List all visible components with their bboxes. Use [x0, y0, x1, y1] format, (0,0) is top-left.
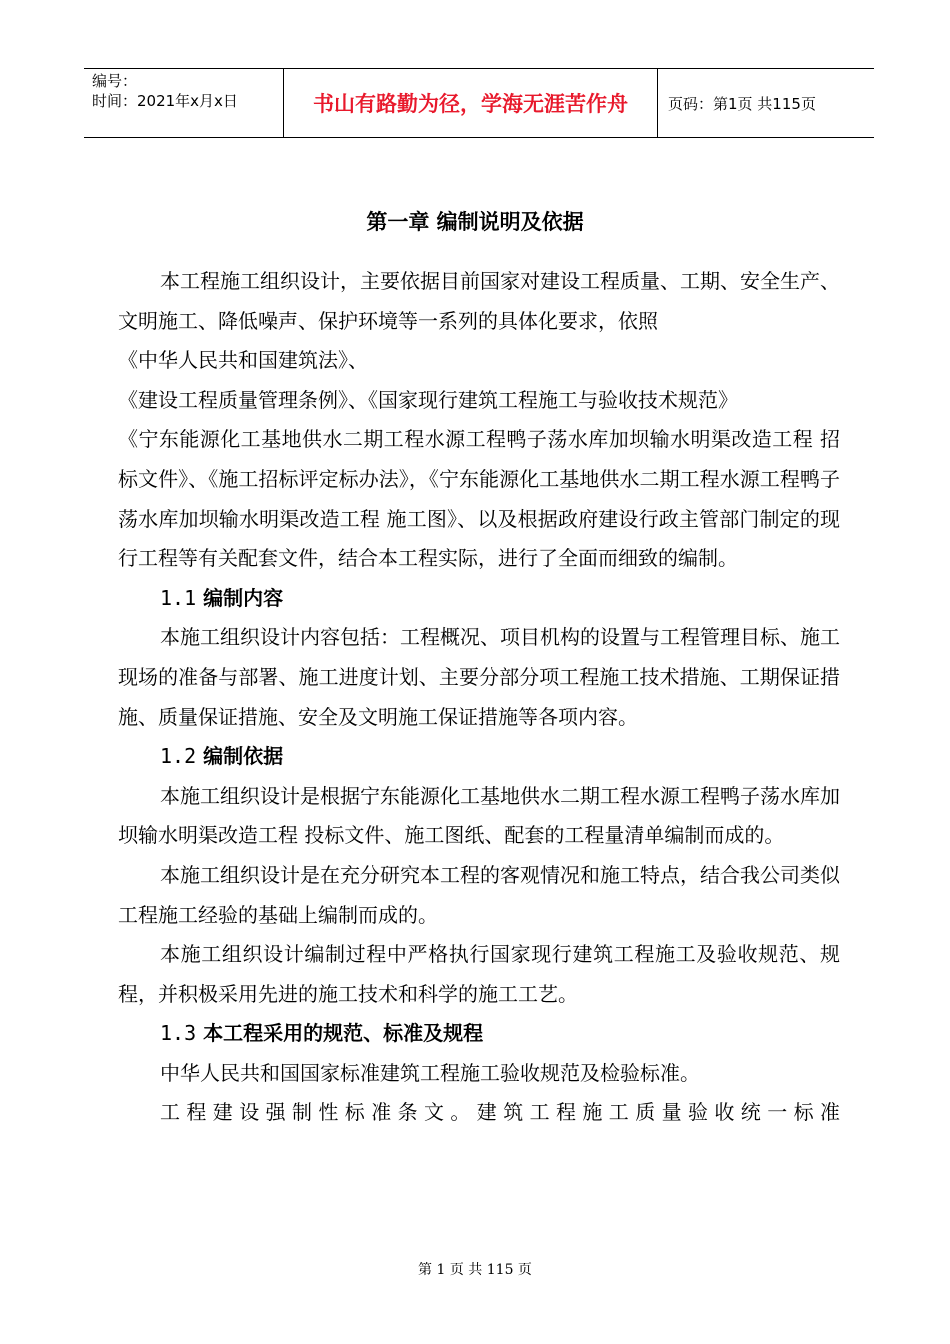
intro-paragraph: 本工程施工组织设计，主要依据目前国家对建设工程质量、工期、安全生产、文明施工、降低噪声、保护环境等一系列的具体化要求，依照 — [118, 269, 840, 333]
section-1-2-paragraph-1: 本施工组织设计是根据宁东能源化工基地供水二期工程水源工程鸭子荡水库加坝输水明渠改造工程 投标文件、施工图纸、配套的工程量清单编制而成的。 — [118, 783, 840, 848]
intro-basis-paragraph: 《宁东能源化工基地供水二期工程水源工程鸭子荡水库加坝输水明渠改造工程 招标文件》、《施工招标评定标办法》，《宁东能源化工基地供水二期工程水源工程鸭子荡水库加坝输水明渠改造工程 施工图》、以及根据政府建设行政主管部门制定的现行工程等有关配套文件，结合本工程实际，进行了全面而细致的编制。 — [118, 427, 840, 571]
chapter-title: 第一章 编制说明及依据 — [366, 210, 584, 234]
header-page-info: 页码：第1页 共115页 — [668, 94, 816, 113]
section-number: 1.3 — [160, 1021, 197, 1046]
section-title: 编制内容 — [203, 585, 284, 610]
section-number: 1.1 — [160, 585, 197, 610]
page-header — [84, 68, 874, 138]
section-1-1-paragraph: 本施工组织设计内容包括：工程概况、项目机构的设置与工程管理目标、施工现场的准备与部署、施工进度计划、主要分部分项工程施工技术措施、工期保证措施、质量保证措施、安全及文明施工保证措施等各项内容。 — [118, 625, 840, 729]
section-1-2-paragraph-2: 本施工组织设计是在充分研究本工程的客观情况和施工特点，结合我公司类似工程施工经验的基础上编制而成的。 — [118, 862, 840, 927]
section-heading-1-3 — [118, 1014, 840, 1054]
section-title: 编制依据 — [203, 744, 284, 769]
section-1-3-paragraph-2: 工程建设强制性标准条文。建筑工程施工质量验收统一标准 — [160, 1100, 840, 1125]
intro-regulation-reference: 《建设工程质量管理条例》、《国家现行建筑工程施工与验收技术规范》 — [118, 387, 738, 412]
section-heading-1-1 — [118, 579, 840, 619]
header-motto: 书山有路勤为径，学海无涯苦作舟 — [284, 69, 658, 137]
section-number: 1.2 — [160, 744, 197, 769]
intro-law-reference: 《中华人民共和国建筑法》、 — [118, 348, 368, 373]
section-1-3-paragraph-1: 中华人民共和国国家标准建筑工程施工验收规范及检验标准。 — [160, 1060, 700, 1085]
section-1-2-paragraph-3: 本施工组织设计编制过程中严格执行国家现行建筑工程施工及验收规范、规程，并积极采用先进的施工技术和科学的施工工艺。 — [118, 942, 840, 1006]
serial-number-label: 编号： — [92, 72, 138, 90]
document-body — [118, 262, 840, 1133]
header-meta — [84, 69, 284, 137]
time-label: 时间：2021年x月x日 — [92, 92, 238, 110]
section-heading-1-2 — [118, 737, 840, 777]
page-footer: 第 1 页 共 115 页 — [418, 1262, 532, 1278]
section-title: 本工程采用的规范、标准及规程 — [203, 1021, 484, 1046]
